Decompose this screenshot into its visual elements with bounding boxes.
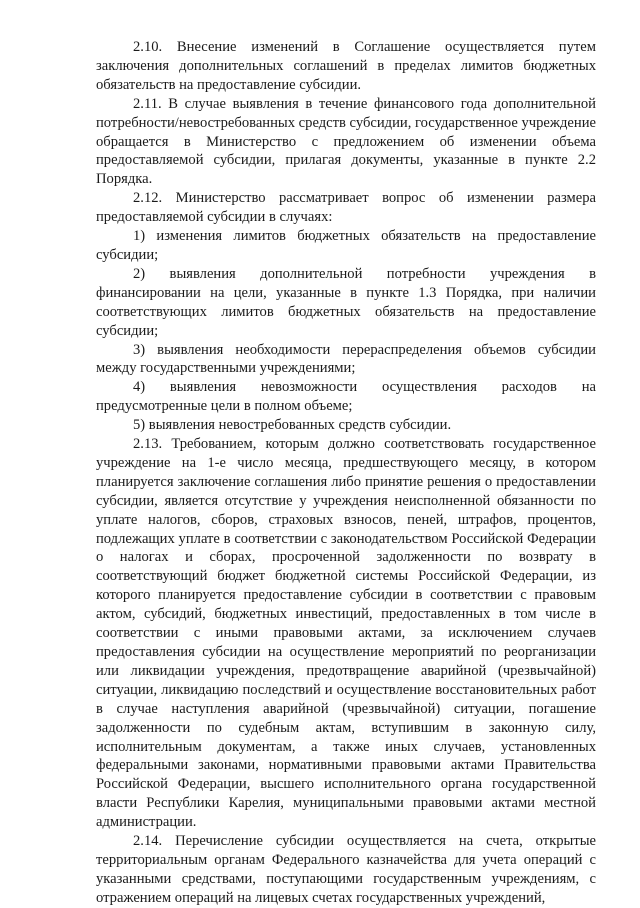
list-item-2-12-3: 3) выявления необходимости перераспределения объемов субсидии между государственными учреждениями;	[96, 341, 596, 377]
paragraph-2-14: 2.14. Перечисление субсидии осуществляется на счета, открытые территориальным органам Федерального казначейства для учета операций с указанными средствами, поступающими государственным учреждениям, с отражением операций на лицевых счетах государственных учреждений,	[96, 833, 596, 906]
list-item-2-12-5: 5) выявления невостребованных средств субсидии.	[133, 417, 452, 434]
list-item-2-12-2: 2) выявления дополнительной потребности учреждения в финансировании на цели, указанные в пункте 1.3 Порядка, при наличии соответствующих лимитов бюджетных обязательств на предоставление субсидии;	[96, 265, 596, 339]
list-item-2-12-4: 4) выявления невозможности осуществления расходов на предусмотренные цели в полном объеме;	[96, 379, 596, 415]
paragraph-2-10: 2.10. Внесение изменений в Соглашение осуществляется путем заключения дополнительных соглашений в пределах лимитов бюджетных обязательств на предоставление субсидии.	[96, 39, 596, 93]
paragraph-2-13: 2.13. Требованием, которым должно соответствовать государственное учреждение на 1-е число месяца, предшествующего месяцу, в котором планируется заключение соглашения либо принятие решения о предоставлении субсидии, является отсутствие у учреждения неисполненной обязанности по уплате налогов, сборов, страховых взносов, пеней, штрафов, процентов, подлежащих уплате в соответствии с законодательством Российской Федерации о налогах и сборах, просроченной задолженности по возврату в соответствующий бюджет бюджетной системы Российской Федерации, из которого планируется предоставление субсидии в соответствии с правовым актом, субсидий, бюджетных инвестиций, предоставленных в том числе в соответствии с иными правовыми актами, за исключением случаев предоставления субсидии на осуществление мероприятий по реорганизации или ликвидации учреждения, предотвращение аварийной (чрезвычайной) ситуации, ликвидацию последствий и осуществление восстановительных работ в случае наступления аварийной (чрезвычайной) ситуации, погашение задолженности по судебным актам, вступившим в законную силу, исполнительным документам, а также иных случаев, установленных федеральными законами, нормативными правовыми актами Правительства Российской Федерации, высшего исполнительного органа государственной власти Республики Карелия, муниципальными правовыми актами местной администрации.	[96, 436, 596, 831]
document-body	[96, 38, 596, 908]
list-item-2-12-1: 1) изменения лимитов бюджетных обязательств на предоставление субсидии;	[96, 228, 596, 263]
paragraph-2-11: 2.11. В случае выявления в течение финансового года дополнительной потребности/невостребованных средств субсидии, государственное учреждение обращается в Министерство с предложением об изменении объема предоставляемой субсидии, прилагая документы, указанные в пункте 2.2 Порядка.	[96, 95, 596, 188]
paragraph-2-12: 2.12. Министерство рассматривает вопрос об изменении размера предоставляемой субсидии в случаях:	[96, 190, 596, 226]
